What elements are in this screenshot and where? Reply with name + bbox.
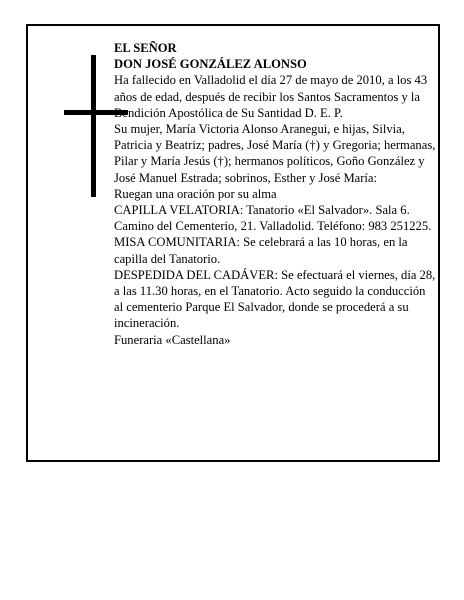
cross-vertical-bar <box>91 55 96 197</box>
prayer-request: Ruegan una oración por su alma <box>114 186 277 201</box>
obituary-notice <box>26 24 440 462</box>
chapel-info: CAPILLA VELATORIA: Tanatorio «El Salvador». Sala 6. Camino del Cementerio, 21. Valladolid. Teléfono: 983 251225. <box>114 203 432 234</box>
mass-info: MISA COMUNITARIA: Se celebrará a las 10 horas, en la capilla del Tanatorio. <box>114 235 408 266</box>
title-line-1: EL SEÑOR <box>114 41 177 55</box>
death-announcement: Ha fallecido en Valladolid el día 27 de mayo de 2010, a los 43 años de edad, después de recibir los Santos Sacramentos y la Bendición Apostólica de Su Santidad D. E. P. <box>114 73 428 120</box>
family-list: Su mujer, María Victoria Alonso Aranegui, e hijas, Silvia, Patricia y Beatriz; padres, José María (†) y Gregoria; hermanas, Pilar y María Jesús (†); hermanos políticos, Goño González y José Manuel Estrada; sobrinos, Esther y José María: <box>114 122 436 185</box>
deceased-name: DON JOSÉ GONZÁLEZ ALONSO <box>114 57 307 72</box>
funeral-home: Funeraria «Castellana» <box>114 332 231 347</box>
farewell-info: DESPEDIDA DEL CADÁVER: Se efectuará el viernes, día 28, a las 11.30 horas, en el Tanatorio. Acto seguido la conducción al cementerio Parque El Salvador, donde se procederá a su incineración. <box>114 267 436 331</box>
obituary-text <box>114 40 436 348</box>
